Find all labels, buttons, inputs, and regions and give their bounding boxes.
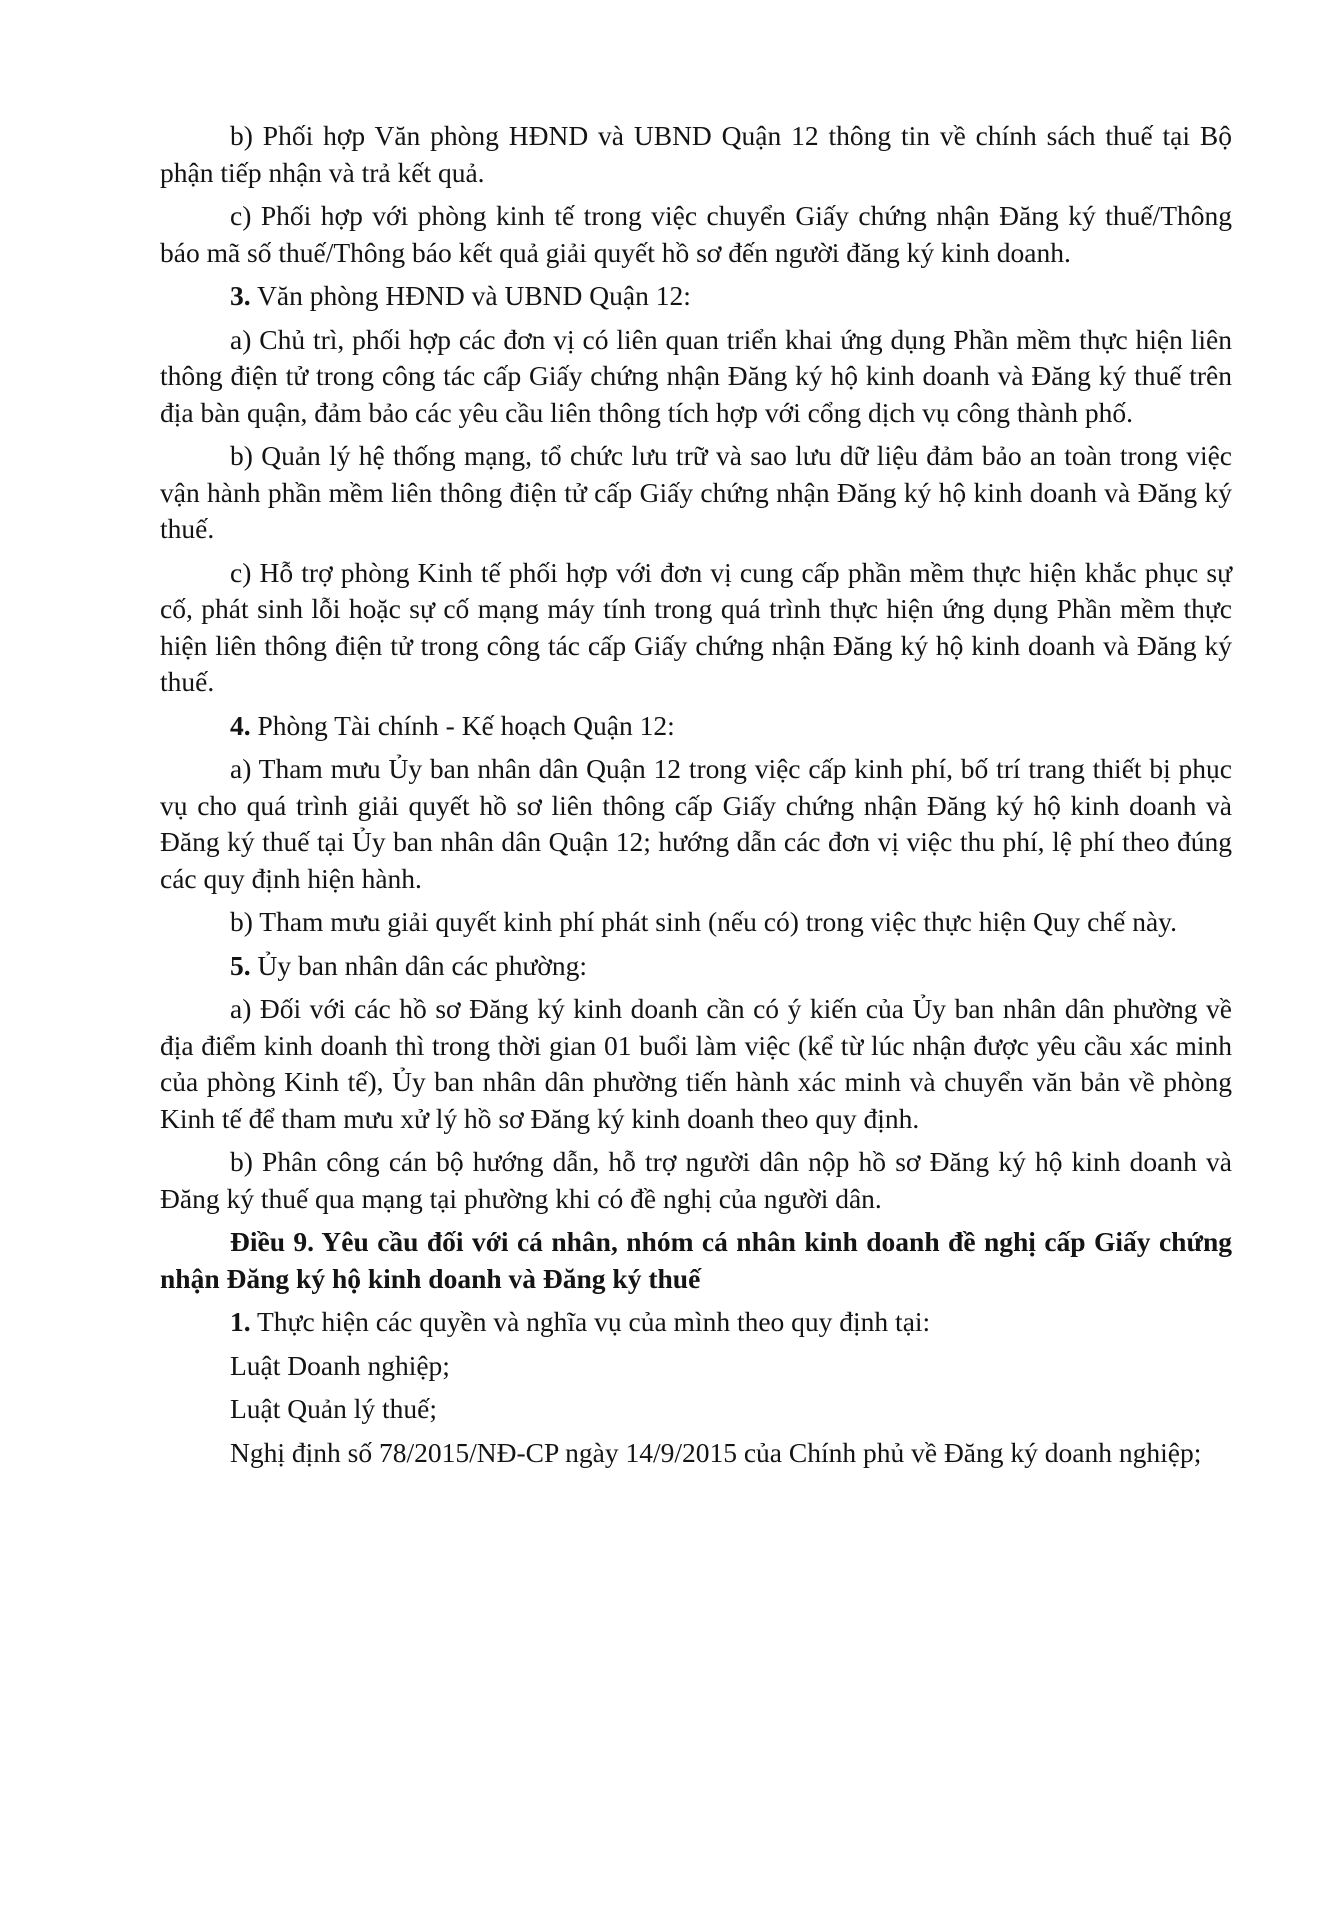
paragraph-2b: b) Phối hợp Văn phòng HĐND và UBND Quận 12 thông tin về chính sách thuế tại Bộ phận tiếp nhận và trả kết quả. (160, 120, 1232, 188)
section-5-heading: 5. Ủy ban nhân dân các phường: (230, 949, 588, 981)
paragraph-2c: c) Phối hợp với phòng kinh tế trong việc chuyển Giấy chứng nhận Đăng ký thuế/Thông báo mã số thuế/Thông báo kết quả giải quyết hồ sơ đến người đăng ký kinh doanh. (160, 200, 1232, 268)
paragraph-4b: b) Tham mưu giải quyết kinh phí phát sinh (nếu có) trong việc thực hiện Quy chế này. (230, 906, 1178, 937)
section-3-heading: 3. Văn phòng HĐND và UBND Quận 12: (230, 280, 691, 311)
paragraph-3c: c) Hỗ trợ phòng Kinh tế phối hợp với đơn vị cung cấp phần mềm thực hiện khắc phục sự cố, phát sinh lỗi hoặc sự cố mạng máy tính trong quá trình thực hiện ứng dụng Phần mềm thực hiện liên thông điện tử trong công tác cấp Giấy chứng nhận Đăng ký hộ kinh doanh và Đăng ký thuế. (160, 556, 1232, 697)
law-enterprise: Luật Doanh nghiệp; (230, 1349, 450, 1381)
paragraph-3b: b) Quản lý hệ thống mạng, tổ chức lưu trữ và sao lưu dữ liệu đảm bảo an toàn trong việc vận hành phần mềm liên thông điện tử cấp Giấy chứng nhận Đăng ký hộ kinh doanh và Đăng ký thuế. (160, 440, 1232, 544)
section-4-heading: 4. Phòng Tài chính - Kế hoạch Quận 12: (230, 709, 675, 741)
paragraph-5a: a) Đối với các hồ sơ Đăng ký kinh doanh cần có ý kiến của Ủy ban nhân dân phường về địa điểm kinh doanh thì trong thời gian 01 buổi làm việc (kể từ lúc nhận được yêu cầu xác minh của phòng Kinh tế), Ủy ban nhân dân phường tiến hành xác minh và chuyển văn bản về phòng Kinh tế để tham mưu xử lý hồ sơ Đăng ký kinh doanh theo quy định. (160, 993, 1232, 1134)
section-number: 4. (230, 709, 251, 741)
decree-78-2015: Nghị định số 78/2015/NĐ-CP ngày 14/9/2015 của Chính phủ về Đăng ký doanh nghiệp; (230, 1436, 1202, 1468)
law-tax-administration: Luật Quản lý thuế; (230, 1393, 437, 1424)
section-number: 5. (230, 949, 251, 981)
paragraph-4a: a) Tham mưu Ủy ban nhân dân Quận 12 trong việc cấp kinh phí, bố trí trang thiết bị phục vụ cho quá trình giải quyết hồ sơ liên thông cấp Giấy chứng nhận Đăng ký hộ kinh doanh và Đăng ký thuế tại Ủy ban nhân dân Quận 12; hướng dẫn các đơn vị việc thu phí, lệ phí theo đúng các quy định hiện hành. (160, 753, 1232, 894)
paragraph-3a: a) Chủ trì, phối hợp các đơn vị có liên quan triển khai ứng dụng Phần mềm thực hiện liên thông điện tử trong công tác cấp Giấy chứng nhận Đăng ký hộ kinh doanh và Đăng ký thuế trên địa bàn quận, đảm bảo các yêu cầu liên thông tích hợp với cổng dịch vụ công thành phố. (160, 323, 1232, 428)
paragraph-5b: b) Phân công cán bộ hướng dẫn, hỗ trợ người dân nộp hồ sơ Đăng ký hộ kinh doanh và Đăng ký thuế qua mạng tại phường khi có đề nghị của người dân. (160, 1146, 1232, 1214)
section-number: 3. (230, 280, 251, 311)
article-9-item-1: 1. Thực hiện các quyền và nghĩa vụ của mình theo quy định tại: (230, 1306, 931, 1337)
document-page (160, 118, 1232, 1478)
article-9-heading: Điều 9. Yêu cầu đối với cá nhân, nhóm cá nhân kinh doanh đề nghị cấp Giấy chứng nhận Đăng ký hộ kinh doanh và Đăng ký thuế (160, 1226, 1232, 1294)
section-number: 1. (230, 1306, 251, 1337)
